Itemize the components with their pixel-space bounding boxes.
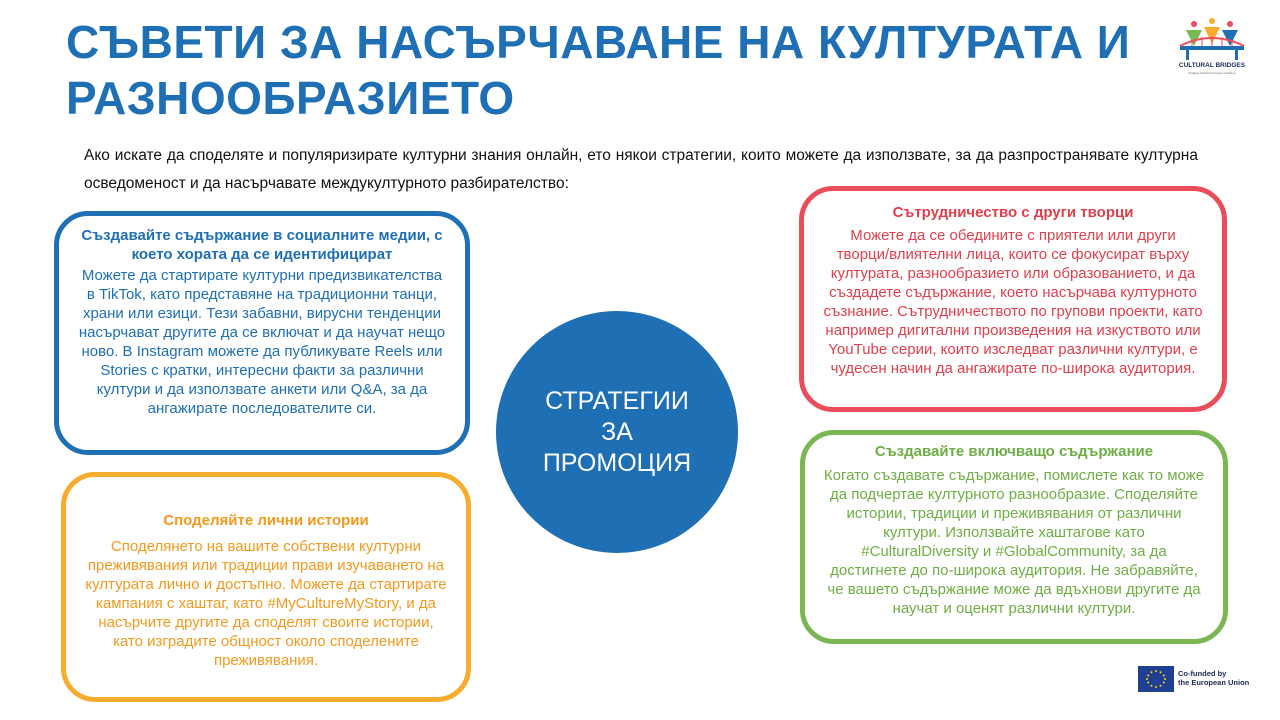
inclusive-content-body: Когато създавате съдържание, помислете как то може да подчертае културното разнообразие. Споделяйте истории, традиции и преживявания от различни култури. Използвайте хаштагове като #CulturalDiversity и #GlobalCommunity, за да достигнете до по-широка аудитория. Не забравяйте, че вашето съдържание може да вдъхнови другите да научат и оценят различни култури. <box>823 467 1205 617</box>
personal-stories-body: Споделянето на вашите собствени културни преживявания или традиции прави изучаването на културата лично и достъпно. Можете да стартирате кампания с хаштаг, като #MyCultureMyStory, и да насърчите другите да споделят своите истории, като изградите общност около споделените преживявания. <box>85 538 447 669</box>
eu-line-1: Co-funded by <box>1178 669 1227 678</box>
circle-line-1: СТРАТЕГИИ <box>545 386 689 415</box>
strategies-circle <box>496 311 738 553</box>
social-media-heading: Създавайте съдържание в социалните медии, с което хората да се идентифицират <box>81 227 443 263</box>
personal-stories-box <box>61 472 471 702</box>
collaboration-heading: Сътрудничество с други творци <box>892 204 1134 221</box>
circle-line-3: ПРОМОЦИЯ <box>542 448 692 477</box>
social-media-body: Можете да стартирате културни предизвикателства в TikTok, като представяне на традиционни танци, храни или езици. Тези забавни, вирусни тенденции насърчават другите да се включат и да научат нещо ново. В Instagram можете да публикувате Reels или Stories с кратки, интересни факти за различни култури и да използвате анкети или Q&A, за да ангажирате последователите си. <box>78 267 446 417</box>
eu-line-2: the European Union <box>1178 678 1250 687</box>
collaboration-body: Можете да се обедините с приятели или други творци/влиятелни лица, които се фокусират върху културата, разнообразието или образованието, и да създадете съдържание, което насърчава културното съзнание. Сътрудничеството по групови проекти, като например дигитални произведения на изкуството или YouTube серии, които изследват различни култури, е чудесен начин да ангажирате по-широка аудитория. <box>823 227 1203 377</box>
logo-tagline: bridging cultures through education <box>1188 71 1236 75</box>
page-title: СЪВЕТИ ЗА НАСЪРЧАВАНЕ НА КУЛТУРАТА И РАЗНООБРАЗИЕТО <box>66 16 1131 124</box>
eu-flag-icon <box>1138 666 1174 692</box>
inclusive-content-heading: Създавайте включващо съдържание <box>874 443 1154 460</box>
collaboration-box <box>799 186 1227 412</box>
eu-text <box>1178 669 1258 687</box>
personal-stories-heading: Споделяйте лични истории <box>163 512 369 529</box>
eu-cofunded-badge <box>1138 666 1258 692</box>
intro-text: Ако искате да споделяте и популяризирате културни знания онлайн, ето някои стратегии, които можете да използвате, за да разпространявате културна осведоменост и да насърчавате междукултурното разбирателство: <box>84 147 1198 192</box>
inclusive-content-box <box>800 430 1228 644</box>
social-media-box <box>54 211 470 455</box>
circle-line-2: ЗА <box>601 417 633 446</box>
logo-name: CULTURAL BRIDGES <box>1178 62 1246 69</box>
